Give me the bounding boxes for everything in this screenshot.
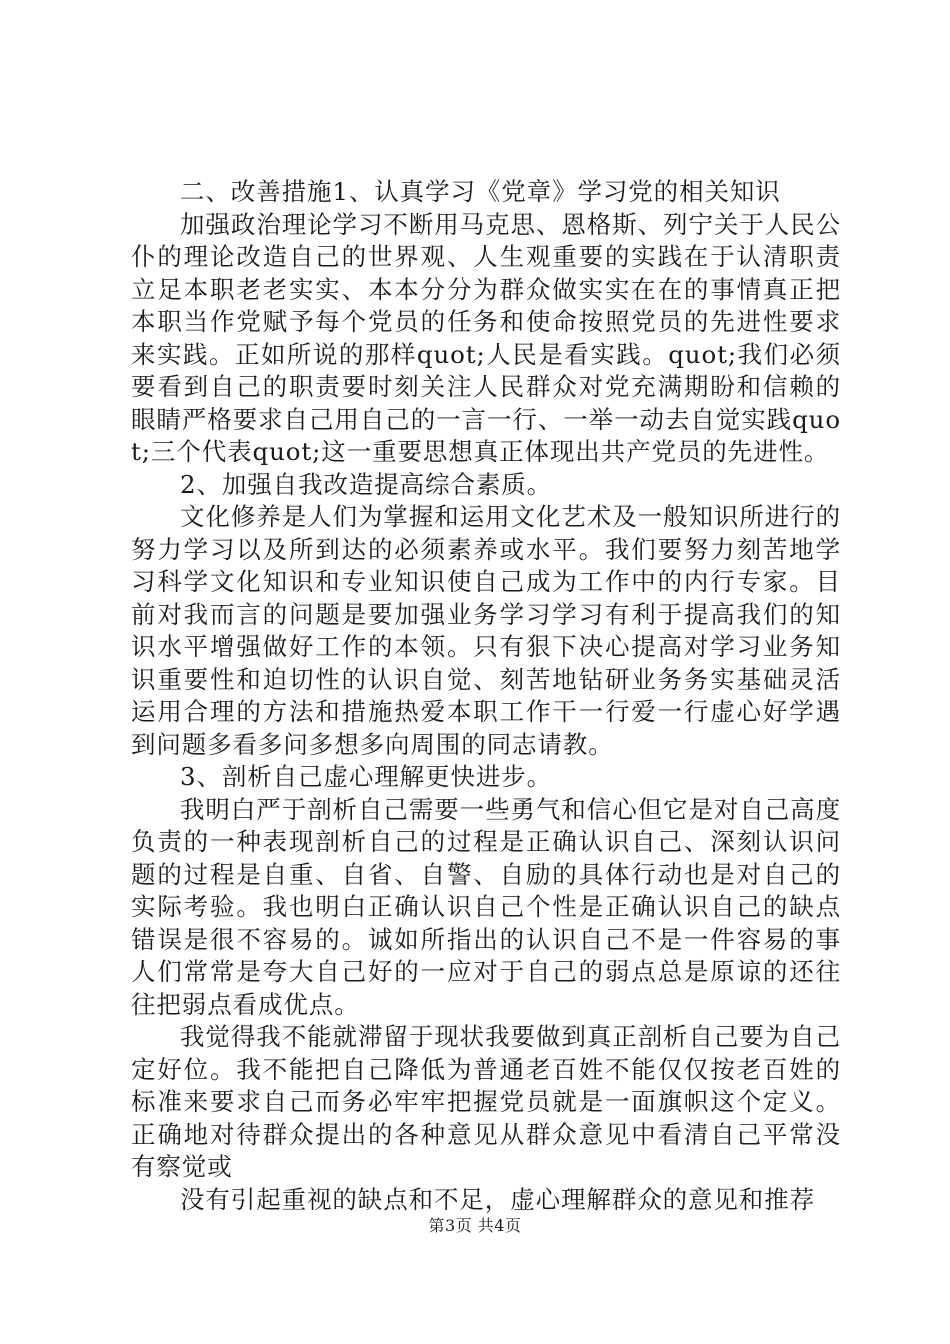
subheading-self-analysis: 3、剖析自己虚心理解更快进步。	[180, 762, 553, 791]
paragraph-self-analysis: 我明白严于剖析自己需要一些勇气和信心但它是对自己高度负责的一种表现剖析自己的过程是正确认识自己、深刻认识问题的过程是自重、自省、自警、自励的具体行动也是对自己的实际考验。我也明白正确认识自己个性是正确认识自己的缺点错误是很不容易的。诚如所指出的认识自己不是一件容易的事人们常常是夸大自己好的一应对于自己的弱点总是原谅的还往往把弱点看成优点。	[131, 794, 841, 1019]
page-number-footer: 第3页 共4页	[428, 1216, 522, 1235]
paragraph-self-positioning: 我觉得我不能就滞留于现状我要做到真正剖析自己要为自己定好位。我不能把自己降低为普通老百姓不能仅仅按老百姓的标准来要求自己而务必牢牢把握党员就是一面旗帜这个定义。正确地对待群众提出的各种意见从群众意见中看清自己平常没有察觉或	[131, 1022, 841, 1181]
paragraph-cultural-cultivation: 文化修养是人们为掌握和运用文化艺术及一般知识所进行的努力学习以及所到达的必须素养或水平。我们要努力刻苦地学习科学文化知识和专业知识使自己成为工作中的内行专家。目前对我而言的问题是要加强业务学习学习有利于提高我们的知识水平增强做好工作的本领。只有狠下决心提高对学习业务知识重要性和迫切性的认识自觉、刻苦地钻研业务务实基础灵活运用合理的方法和措施热爱本职工作干一行爱一行虚心好学遇到问题多看多问多想多向周围的同志请教。	[131, 502, 841, 759]
paragraph-accept-opinions: 没有引起重视的缺点和不足，虚心理解群众的意见和推荐	[180, 1184, 815, 1214]
document-body	[131, 176, 841, 1216]
paragraph-political-theory-study: 加强政治理论学习不断用马克思、恩格斯、列宁关于人民公仆的理论改造自己的世界观、人生观重要的实践在于认清职责立足本职老老实实、本本分分为群众做实实在在的事情真正把本职当作党赋予每个党员的任务和使命按照党员的先进性要求来实践。正如所说的那样quot;人民是看实践。quot;我们必须要看到自己的职责要时刻关注人民群众对党充满期盼和信赖的眼睛严格要求自己用自己的一言一行、一举一动去自觉实践quot;三个代表quot;这一重要思想真正体现出共产党员的先进性。	[131, 209, 841, 466]
section-heading-improvement-measures: 二、改善措施1、认真学习《党章》学习党的相关知识	[180, 177, 781, 206]
subheading-self-improvement: 2、加强自我改造提高综合素质。	[180, 469, 553, 499]
